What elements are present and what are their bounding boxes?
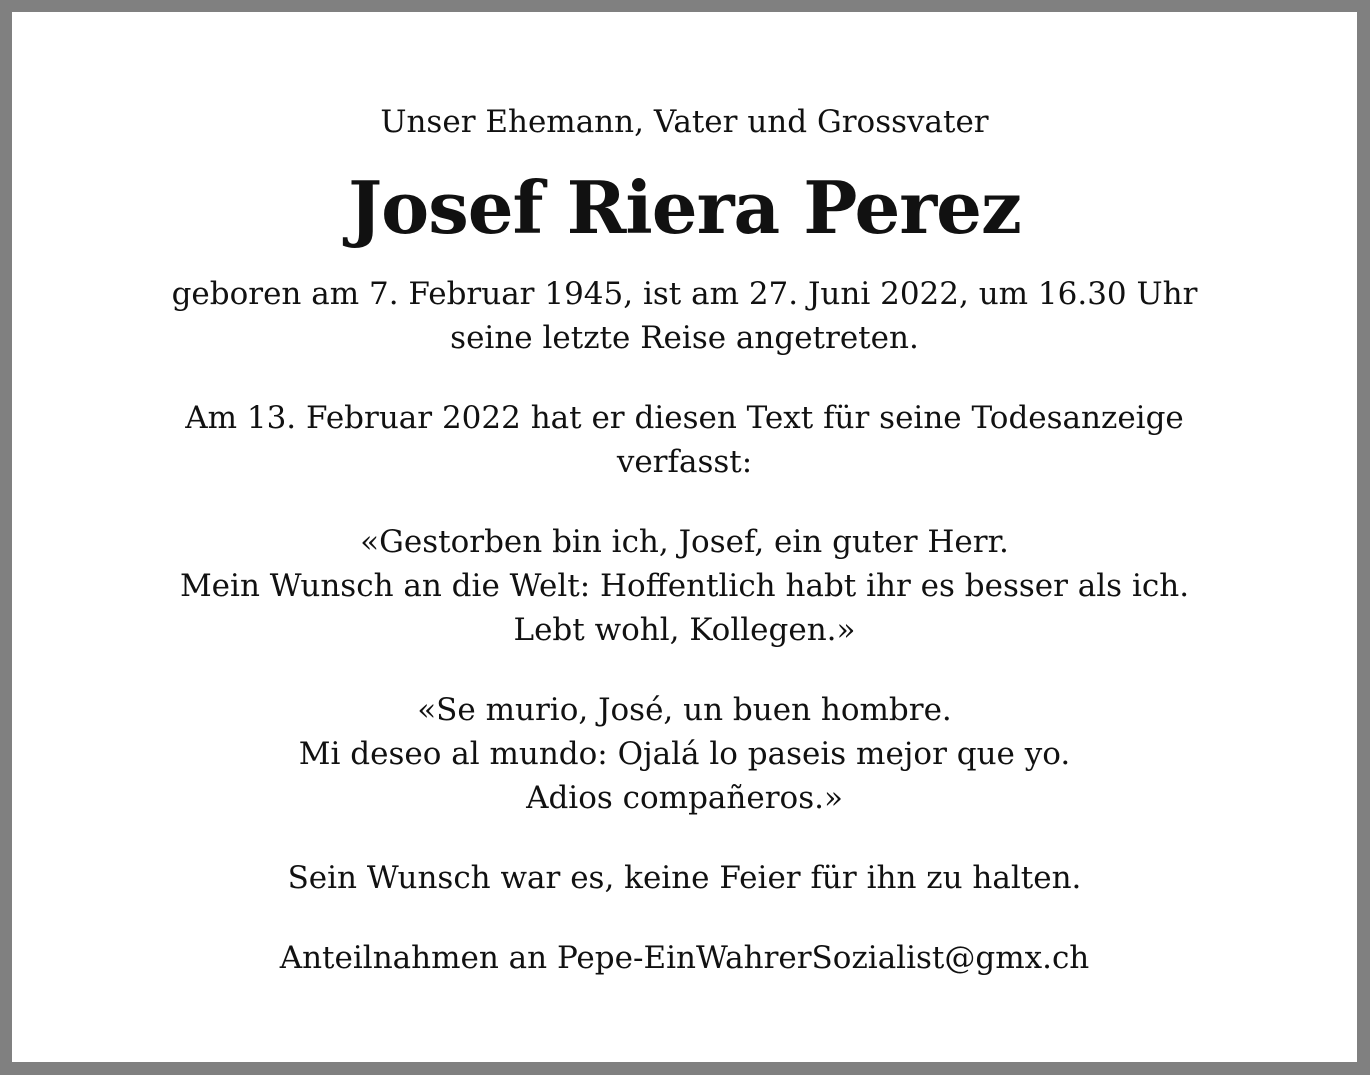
written-note-line-1: Am 13. Februar 2022 hat er diesen Text für seine Todesanzeige bbox=[185, 400, 1184, 436]
birth-death-line-1: geboren am 7. Februar 1945, ist am 27. Juni 2022, um 16.30 Uhr bbox=[171, 276, 1198, 312]
obituary-page bbox=[12, 12, 1357, 1062]
intro-line: Unser Ehemann, Vater und Grossvater bbox=[380, 104, 989, 140]
spanish-quote-line-2: Mi deseo al mundo: Ojalá lo paseis mejor que yo. bbox=[298, 736, 1071, 772]
written-note-line-2: verfasst: bbox=[616, 444, 753, 480]
german-quote-line-3: Lebt wohl, Kollegen.» bbox=[513, 612, 856, 648]
condolences-line: Anteilnahmen an Pepe-EinWahrerSozialist@gmx.ch bbox=[279, 940, 1090, 976]
german-quote-line-2: Mein Wunsch an die Welt: Hoffentlich habt ihr es besser als ich. bbox=[179, 568, 1190, 604]
german-quote-line-1: «Gestorben bin ich, Josef, ein guter Herr. bbox=[360, 524, 1009, 560]
spanish-quote-line-3: Adios compañeros.» bbox=[526, 780, 843, 816]
spanish-quote-line-1: «Se murio, José, un buen hombre. bbox=[417, 692, 952, 728]
deceased-name: Josef Riera Perez bbox=[348, 165, 1021, 250]
birth-death-line-2: seine letzte Reise angetreten. bbox=[450, 320, 919, 356]
wish-line: Sein Wunsch war es, keine Feier für ihn zu halten. bbox=[287, 860, 1082, 896]
